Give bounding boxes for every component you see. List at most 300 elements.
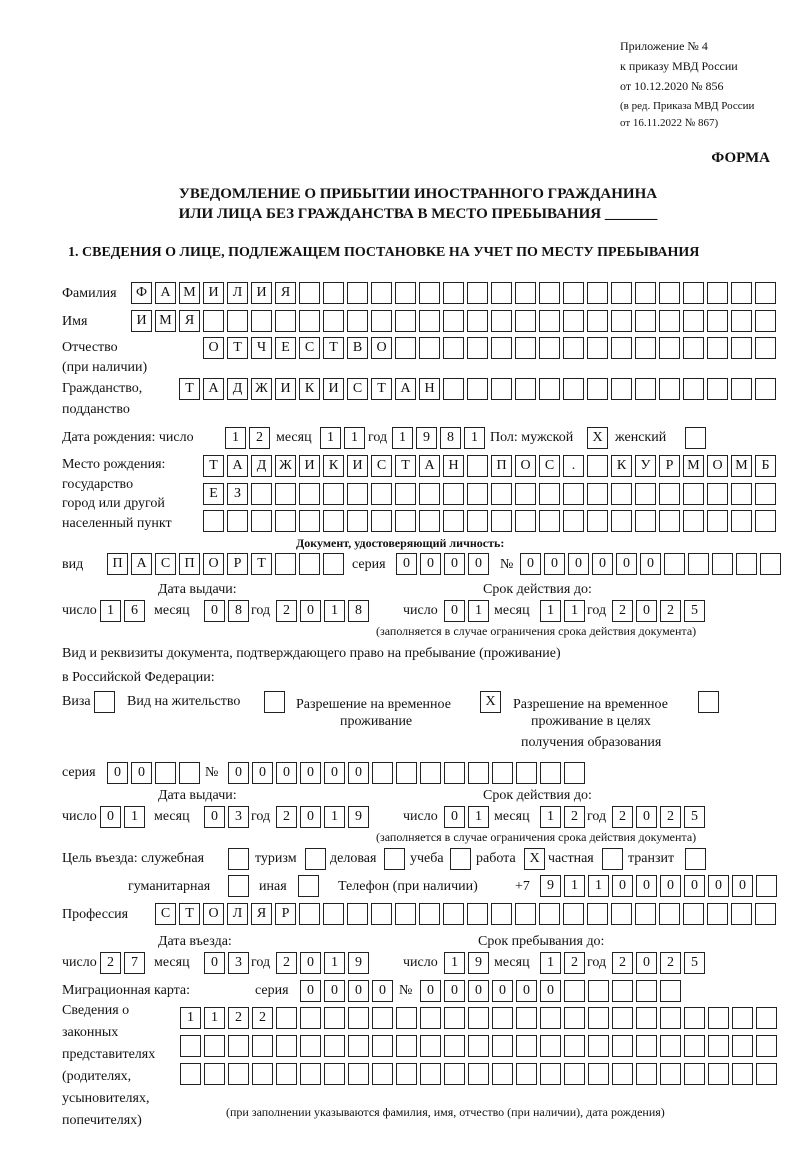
char-box[interactable] (443, 510, 464, 532)
char-box[interactable]: К (299, 378, 320, 400)
char-box[interactable] (300, 1063, 321, 1085)
char-box[interactable]: 2 (612, 952, 633, 974)
char-box[interactable]: О (203, 553, 224, 575)
char-box[interactable] (612, 1035, 633, 1057)
char-box[interactable] (324, 1063, 345, 1085)
char-box[interactable]: 0 (708, 875, 729, 897)
char-box[interactable] (611, 310, 632, 332)
char-box[interactable] (659, 378, 680, 400)
until-year[interactable] (612, 952, 705, 974)
char-box[interactable]: . (563, 455, 584, 477)
char-box[interactable] (636, 1063, 657, 1085)
char-box[interactable] (395, 337, 416, 359)
char-box[interactable] (347, 510, 368, 532)
char-box[interactable]: В (347, 337, 368, 359)
char-box[interactable] (563, 282, 584, 304)
char-box[interactable] (372, 762, 393, 784)
char-box[interactable]: 0 (444, 806, 465, 828)
purpose-private-checkbox[interactable] (602, 848, 623, 870)
char-box[interactable]: X (524, 848, 545, 870)
char-box[interactable] (204, 1035, 225, 1057)
char-box[interactable]: 0 (300, 762, 321, 784)
char-box[interactable] (443, 310, 464, 332)
char-box[interactable]: 3 (228, 806, 249, 828)
char-box[interactable] (588, 1007, 609, 1029)
char-box[interactable]: С (371, 455, 392, 477)
char-box[interactable]: 0 (396, 553, 417, 575)
char-box[interactable] (299, 903, 320, 925)
char-box[interactable]: 1 (324, 806, 345, 828)
migration-card-series[interactable] (300, 980, 393, 1002)
char-box[interactable]: 7 (124, 952, 145, 974)
doc-kind-field[interactable] (107, 553, 344, 575)
char-box[interactable] (588, 1035, 609, 1057)
char-box[interactable]: Л (227, 282, 248, 304)
char-box[interactable] (660, 1007, 681, 1029)
char-box[interactable]: 0 (492, 980, 513, 1002)
char-box[interactable]: О (203, 903, 224, 925)
char-box[interactable] (348, 1007, 369, 1029)
char-box[interactable] (467, 510, 488, 532)
char-box[interactable] (491, 903, 512, 925)
char-box[interactable] (467, 455, 488, 477)
char-box[interactable]: М (155, 310, 176, 332)
char-box[interactable]: 1 (344, 427, 365, 449)
char-box[interactable]: Н (419, 378, 440, 400)
char-box[interactable] (347, 310, 368, 332)
char-box[interactable] (444, 1035, 465, 1057)
char-box[interactable] (611, 378, 632, 400)
char-box[interactable]: 1 (540, 600, 561, 622)
char-box[interactable] (420, 762, 441, 784)
char-box[interactable]: 1 (204, 1007, 225, 1029)
char-box[interactable]: П (107, 553, 128, 575)
char-box[interactable] (444, 1007, 465, 1029)
char-box[interactable]: 2 (660, 806, 681, 828)
char-box[interactable]: Д (227, 378, 248, 400)
char-box[interactable]: И (203, 282, 224, 304)
char-box[interactable] (611, 483, 632, 505)
doc-valid-year[interactable] (612, 600, 705, 622)
char-box[interactable]: 2 (564, 952, 585, 974)
char-box[interactable]: 0 (107, 762, 128, 784)
char-box[interactable]: 2 (276, 952, 297, 974)
char-box[interactable] (300, 1035, 321, 1057)
char-box[interactable] (660, 980, 681, 1002)
char-box[interactable] (756, 875, 777, 897)
char-box[interactable] (468, 762, 489, 784)
char-box[interactable] (755, 310, 776, 332)
char-box[interactable] (300, 1007, 321, 1029)
char-box[interactable] (684, 1035, 705, 1057)
char-box[interactable] (588, 1063, 609, 1085)
char-box[interactable] (396, 1007, 417, 1029)
char-box[interactable] (323, 903, 344, 925)
birth-place-field[interactable] (203, 455, 776, 477)
char-box[interactable]: Л (227, 903, 248, 925)
char-box[interactable] (635, 282, 656, 304)
char-box[interactable]: И (347, 455, 368, 477)
char-box[interactable]: 1 (540, 952, 561, 974)
char-box[interactable] (707, 483, 728, 505)
char-box[interactable] (395, 903, 416, 925)
char-box[interactable] (516, 1007, 537, 1029)
char-box[interactable]: X (587, 427, 608, 449)
char-box[interactable] (492, 762, 513, 784)
char-box[interactable]: Ж (275, 455, 296, 477)
char-box[interactable] (347, 903, 368, 925)
char-box[interactable] (684, 1063, 705, 1085)
char-box[interactable] (731, 337, 752, 359)
char-box[interactable] (539, 483, 560, 505)
char-box[interactable]: 0 (612, 875, 633, 897)
char-box[interactable] (707, 310, 728, 332)
char-box[interactable]: 0 (444, 600, 465, 622)
name-field[interactable] (131, 310, 776, 332)
char-box[interactable] (443, 903, 464, 925)
char-box[interactable] (731, 483, 752, 505)
char-box[interactable] (384, 848, 405, 870)
char-box[interactable] (755, 483, 776, 505)
char-box[interactable]: 9 (416, 427, 437, 449)
char-box[interactable] (515, 903, 536, 925)
char-box[interactable] (264, 691, 285, 713)
char-box[interactable]: Я (251, 903, 272, 925)
char-box[interactable]: 0 (372, 980, 393, 1002)
char-box[interactable] (491, 378, 512, 400)
char-box[interactable] (540, 1063, 561, 1085)
char-box[interactable]: С (539, 455, 560, 477)
char-box[interactable] (683, 483, 704, 505)
char-box[interactable]: Р (659, 455, 680, 477)
doc-valid-month[interactable] (540, 600, 585, 622)
char-box[interactable] (539, 337, 560, 359)
char-box[interactable]: 8 (348, 600, 369, 622)
char-box[interactable] (468, 1007, 489, 1029)
char-box[interactable] (323, 282, 344, 304)
char-box[interactable]: К (323, 455, 344, 477)
char-box[interactable]: 2 (252, 1007, 273, 1029)
char-box[interactable] (396, 1035, 417, 1057)
char-box[interactable] (587, 483, 608, 505)
char-box[interactable] (698, 691, 719, 713)
char-box[interactable] (612, 980, 633, 1002)
char-box[interactable]: 1 (124, 806, 145, 828)
char-box[interactable] (563, 483, 584, 505)
char-box[interactable] (564, 1063, 585, 1085)
char-box[interactable] (756, 1007, 777, 1029)
char-box[interactable] (323, 483, 344, 505)
char-box[interactable] (275, 510, 296, 532)
char-box[interactable] (731, 510, 752, 532)
char-box[interactable]: 0 (444, 553, 465, 575)
char-box[interactable] (659, 282, 680, 304)
char-box[interactable]: 0 (276, 762, 297, 784)
char-box[interactable] (516, 1063, 537, 1085)
char-box[interactable]: 0 (468, 553, 489, 575)
char-box[interactable]: 1 (225, 427, 246, 449)
char-box[interactable]: И (131, 310, 152, 332)
char-box[interactable] (755, 903, 776, 925)
representatives-field[interactable] (180, 1007, 777, 1029)
char-box[interactable] (611, 282, 632, 304)
char-box[interactable]: 0 (636, 600, 657, 622)
char-box[interactable] (252, 1035, 273, 1057)
char-box[interactable] (563, 903, 584, 925)
char-box[interactable] (587, 510, 608, 532)
char-box[interactable]: 0 (636, 875, 657, 897)
char-box[interactable]: 0 (420, 553, 441, 575)
char-box[interactable] (659, 310, 680, 332)
char-box[interactable] (419, 282, 440, 304)
char-box[interactable] (305, 848, 326, 870)
char-box[interactable]: 9 (468, 952, 489, 974)
char-box[interactable] (563, 510, 584, 532)
char-box[interactable]: 0 (444, 980, 465, 1002)
char-box[interactable]: 0 (131, 762, 152, 784)
char-box[interactable] (251, 310, 272, 332)
char-box[interactable]: М (731, 455, 752, 477)
char-box[interactable]: 1 (468, 806, 489, 828)
char-box[interactable] (395, 483, 416, 505)
char-box[interactable]: Р (275, 903, 296, 925)
profession-field[interactable] (155, 903, 776, 925)
char-box[interactable] (276, 1007, 297, 1029)
char-box[interactable] (685, 427, 706, 449)
char-box[interactable]: 0 (204, 600, 225, 622)
representatives-field[interactable] (180, 1035, 777, 1057)
char-box[interactable]: 0 (540, 980, 561, 1002)
purpose-work-checkbox[interactable] (524, 848, 545, 870)
char-box[interactable] (491, 310, 512, 332)
char-box[interactable] (299, 510, 320, 532)
char-box[interactable]: О (707, 455, 728, 477)
sex-male-checkbox[interactable] (587, 427, 608, 449)
char-box[interactable]: И (323, 378, 344, 400)
char-box[interactable] (563, 378, 584, 400)
char-box[interactable]: 2 (276, 806, 297, 828)
doc-issue-year[interactable] (276, 600, 369, 622)
char-box[interactable]: Е (203, 483, 224, 505)
stay-issue-month[interactable] (204, 806, 249, 828)
char-box[interactable] (515, 510, 536, 532)
char-box[interactable] (491, 483, 512, 505)
char-box[interactable]: З (227, 483, 248, 505)
char-box[interactable]: Я (179, 310, 200, 332)
citizenship-field[interactable] (179, 378, 776, 400)
char-box[interactable] (155, 762, 176, 784)
doc-valid-day[interactable] (444, 600, 489, 622)
char-box[interactable]: Р (227, 553, 248, 575)
char-box[interactable]: 0 (592, 553, 613, 575)
char-box[interactable] (564, 1007, 585, 1029)
char-box[interactable] (491, 337, 512, 359)
char-box[interactable]: М (179, 282, 200, 304)
char-box[interactable] (732, 1063, 753, 1085)
char-box[interactable]: 2 (228, 1007, 249, 1029)
char-box[interactable] (587, 378, 608, 400)
char-box[interactable] (299, 310, 320, 332)
char-box[interactable] (419, 337, 440, 359)
char-box[interactable]: 1 (444, 952, 465, 974)
char-box[interactable]: 0 (684, 875, 705, 897)
char-box[interactable] (587, 337, 608, 359)
char-box[interactable] (611, 337, 632, 359)
char-box[interactable] (636, 1035, 657, 1057)
purpose-official-checkbox[interactable] (228, 848, 249, 870)
birth-place-field[interactable] (203, 483, 776, 505)
entry-year[interactable] (276, 952, 369, 974)
char-box[interactable]: Т (251, 553, 272, 575)
char-box[interactable] (515, 282, 536, 304)
char-box[interactable]: У (635, 455, 656, 477)
char-box[interactable]: О (371, 337, 392, 359)
char-box[interactable] (635, 378, 656, 400)
char-box[interactable]: 0 (732, 875, 753, 897)
migration-card-number[interactable] (420, 980, 681, 1002)
char-box[interactable] (491, 510, 512, 532)
birth-day-field[interactable] (225, 427, 270, 449)
char-box[interactable]: 0 (204, 952, 225, 974)
char-box[interactable] (664, 553, 685, 575)
char-box[interactable] (756, 1063, 777, 1085)
char-box[interactable]: 0 (204, 806, 225, 828)
char-box[interactable] (396, 762, 417, 784)
char-box[interactable] (396, 1063, 417, 1085)
char-box[interactable] (420, 1063, 441, 1085)
char-box[interactable] (564, 1035, 585, 1057)
char-box[interactable]: 0 (348, 762, 369, 784)
char-box[interactable] (347, 282, 368, 304)
char-box[interactable] (712, 553, 733, 575)
patronymic-field[interactable] (203, 337, 776, 359)
char-box[interactable]: А (419, 455, 440, 477)
char-box[interactable]: 0 (640, 553, 661, 575)
char-box[interactable] (420, 1007, 441, 1029)
phone-field[interactable] (540, 875, 777, 897)
char-box[interactable] (732, 1007, 753, 1029)
char-box[interactable] (227, 310, 248, 332)
char-box[interactable]: С (155, 553, 176, 575)
char-box[interactable] (564, 762, 585, 784)
char-box[interactable] (683, 378, 704, 400)
char-box[interactable] (515, 378, 536, 400)
char-box[interactable] (707, 378, 728, 400)
char-box[interactable]: Т (371, 378, 392, 400)
char-box[interactable]: И (275, 378, 296, 400)
char-box[interactable]: П (491, 455, 512, 477)
char-box[interactable] (371, 903, 392, 925)
char-box[interactable]: 1 (464, 427, 485, 449)
stay-issue-day[interactable] (100, 806, 145, 828)
residence-checkbox[interactable] (264, 691, 285, 713)
char-box[interactable]: Т (203, 455, 224, 477)
char-box[interactable] (203, 310, 224, 332)
char-box[interactable] (251, 483, 272, 505)
doc-issue-month[interactable] (204, 600, 249, 622)
char-box[interactable] (228, 848, 249, 870)
char-box[interactable] (707, 510, 728, 532)
char-box[interactable]: 1 (320, 427, 341, 449)
char-box[interactable] (539, 310, 560, 332)
char-box[interactable] (587, 455, 608, 477)
char-box[interactable]: 5 (684, 600, 705, 622)
char-box[interactable]: 1 (564, 875, 585, 897)
char-box[interactable]: Т (179, 378, 200, 400)
char-box[interactable] (347, 483, 368, 505)
char-box[interactable] (515, 337, 536, 359)
char-box[interactable]: 5 (684, 806, 705, 828)
char-box[interactable] (420, 1035, 441, 1057)
char-box[interactable] (468, 1063, 489, 1085)
char-box[interactable]: 1 (324, 600, 345, 622)
char-box[interactable]: 1 (468, 600, 489, 622)
doc-issue-day[interactable] (100, 600, 145, 622)
char-box[interactable] (684, 1007, 705, 1029)
char-box[interactable]: 2 (100, 952, 121, 974)
char-box[interactable] (659, 483, 680, 505)
char-box[interactable] (275, 483, 296, 505)
birth-month-field[interactable] (320, 427, 365, 449)
char-box[interactable]: 0 (100, 806, 121, 828)
visa-checkbox[interactable] (94, 691, 115, 713)
char-box[interactable] (372, 1007, 393, 1029)
char-box[interactable]: 0 (636, 806, 657, 828)
char-box[interactable]: А (203, 378, 224, 400)
char-box[interactable]: 0 (252, 762, 273, 784)
char-box[interactable]: 0 (300, 952, 321, 974)
stay-valid-month[interactable] (540, 806, 585, 828)
sex-female-checkbox[interactable] (685, 427, 706, 449)
char-box[interactable]: М (683, 455, 704, 477)
char-box[interactable]: 0 (348, 980, 369, 1002)
char-box[interactable] (587, 282, 608, 304)
char-box[interactable]: 8 (228, 600, 249, 622)
char-box[interactable] (371, 483, 392, 505)
char-box[interactable] (708, 1063, 729, 1085)
char-box[interactable]: 1 (392, 427, 413, 449)
char-box[interactable] (348, 1035, 369, 1057)
char-box[interactable]: 1 (180, 1007, 201, 1029)
char-box[interactable]: 1 (540, 806, 561, 828)
char-box[interactable] (371, 510, 392, 532)
char-box[interactable] (755, 510, 776, 532)
char-box[interactable] (685, 848, 706, 870)
char-box[interactable] (736, 553, 757, 575)
stay-valid-year[interactable] (612, 806, 705, 828)
purpose-other-checkbox[interactable] (298, 875, 319, 897)
char-box[interactable] (324, 1007, 345, 1029)
char-box[interactable] (467, 903, 488, 925)
char-box[interactable] (372, 1035, 393, 1057)
char-box[interactable] (683, 510, 704, 532)
char-box[interactable]: 0 (420, 980, 441, 1002)
char-box[interactable] (203, 510, 224, 532)
char-box[interactable]: 0 (300, 806, 321, 828)
char-box[interactable]: Т (395, 455, 416, 477)
char-box[interactable]: 2 (660, 600, 681, 622)
char-box[interactable] (468, 1035, 489, 1057)
char-box[interactable]: 0 (324, 762, 345, 784)
char-box[interactable] (180, 1063, 201, 1085)
char-box[interactable] (540, 762, 561, 784)
char-box[interactable]: П (179, 553, 200, 575)
char-box[interactable] (275, 310, 296, 332)
char-box[interactable] (298, 875, 319, 897)
representatives-field[interactable] (180, 1063, 777, 1085)
char-box[interactable] (467, 282, 488, 304)
char-box[interactable] (228, 1063, 249, 1085)
